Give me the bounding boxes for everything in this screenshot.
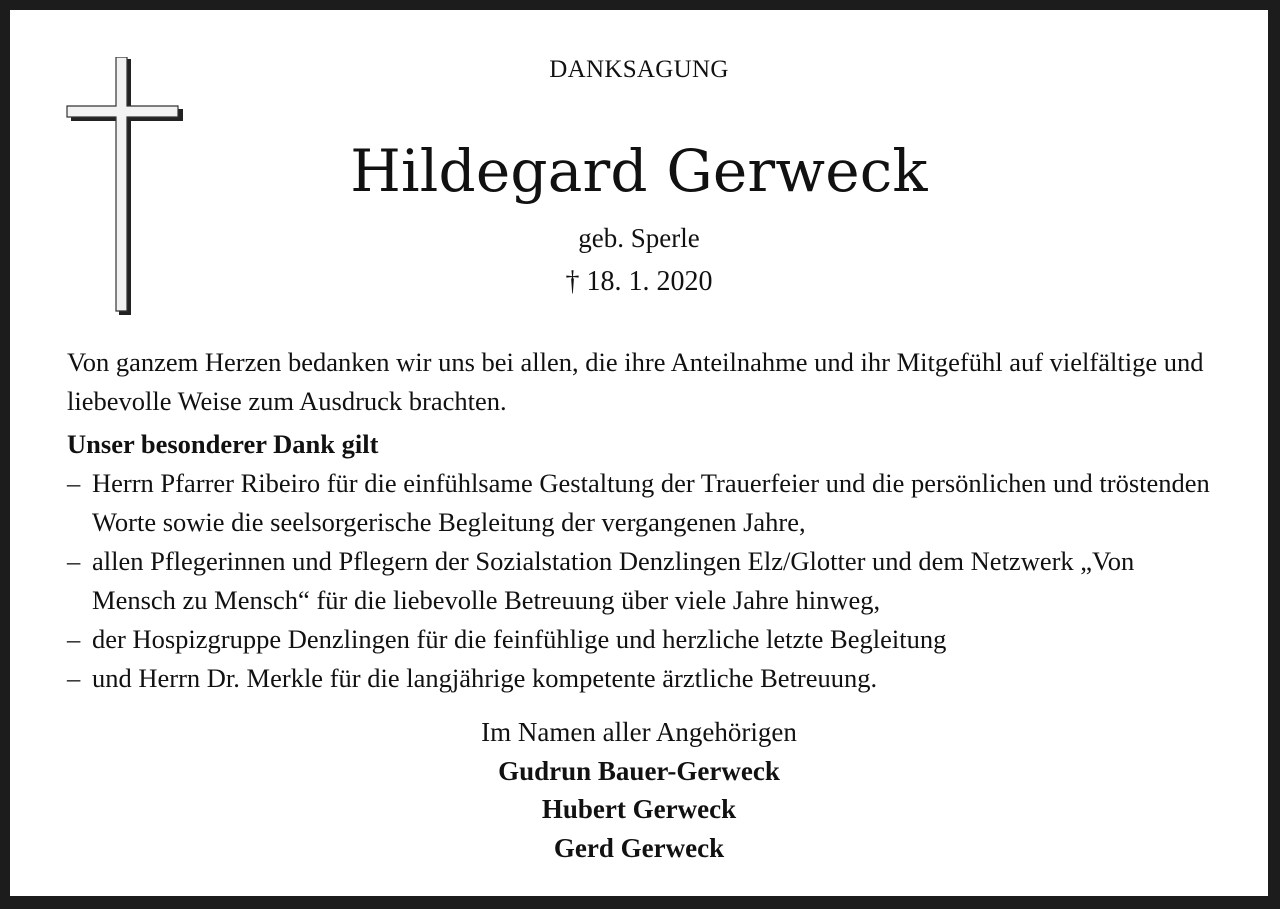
list-item: [67, 659, 1217, 698]
dash-marker: –: [67, 468, 81, 498]
thanks-heading: Unser besonderer Dank gilt: [67, 429, 379, 459]
intro-paragraph: Von ganzem Herzen bedanken wir uns bei allen, die ihre Anteilnahme und ihr Mitgefühl auf vielfältige und liebevolle Weise zum Ausdruck brachten.: [67, 347, 1204, 416]
list-item-text: Herrn Pfarrer Ribeiro für die einfühlsame Gestaltung der Trauerfeier und die persönlichen und tröstenden Worte sowie die seelsorgerische Begleitung der vergangenen Jahre,: [92, 468, 1210, 537]
list-item: [67, 464, 1217, 542]
list-item-text: und Herrn Dr. Merkle für die langjährige kompetente ärztliche Betreuung.: [92, 663, 878, 693]
deceased-name: Hildegard Gerweck: [350, 137, 928, 205]
signature-intro: Im Namen aller Angehörigen: [481, 717, 797, 747]
header-label: DANKSAGUNG: [549, 56, 729, 83]
birth-name: geb. Sperle: [578, 223, 700, 253]
obituary-card: [10, 10, 1268, 896]
list-item: [67, 620, 1217, 659]
signature-name: Gudrun Bauer-Gerweck: [498, 755, 780, 786]
death-date: † 18. 1. 2020: [565, 266, 713, 297]
signature-name: Hubert Gerweck: [541, 794, 737, 824]
signature-block: [10, 713, 1268, 867]
list-item-text: allen Pflegerinnen und Pflegern der Sozialstation Denzlingen Elz/Glotter und dem Netzwerk „Von Mensch zu Mensch“ für die liebevolle Betreuung über viele Jahre hinweg,: [92, 546, 1135, 615]
dash-marker: –: [67, 624, 81, 654]
signature-name: Gerd Gerweck: [553, 832, 725, 863]
thanks-body: [67, 343, 1217, 698]
thanks-list: [67, 464, 1217, 698]
list-item-text: der Hospizgruppe Denzlingen für die feinfühlige und herzliche letzte Begleitung: [92, 624, 947, 654]
list-item: [67, 542, 1217, 620]
dash-marker: –: [67, 663, 81, 693]
dash-marker: –: [67, 546, 81, 576]
